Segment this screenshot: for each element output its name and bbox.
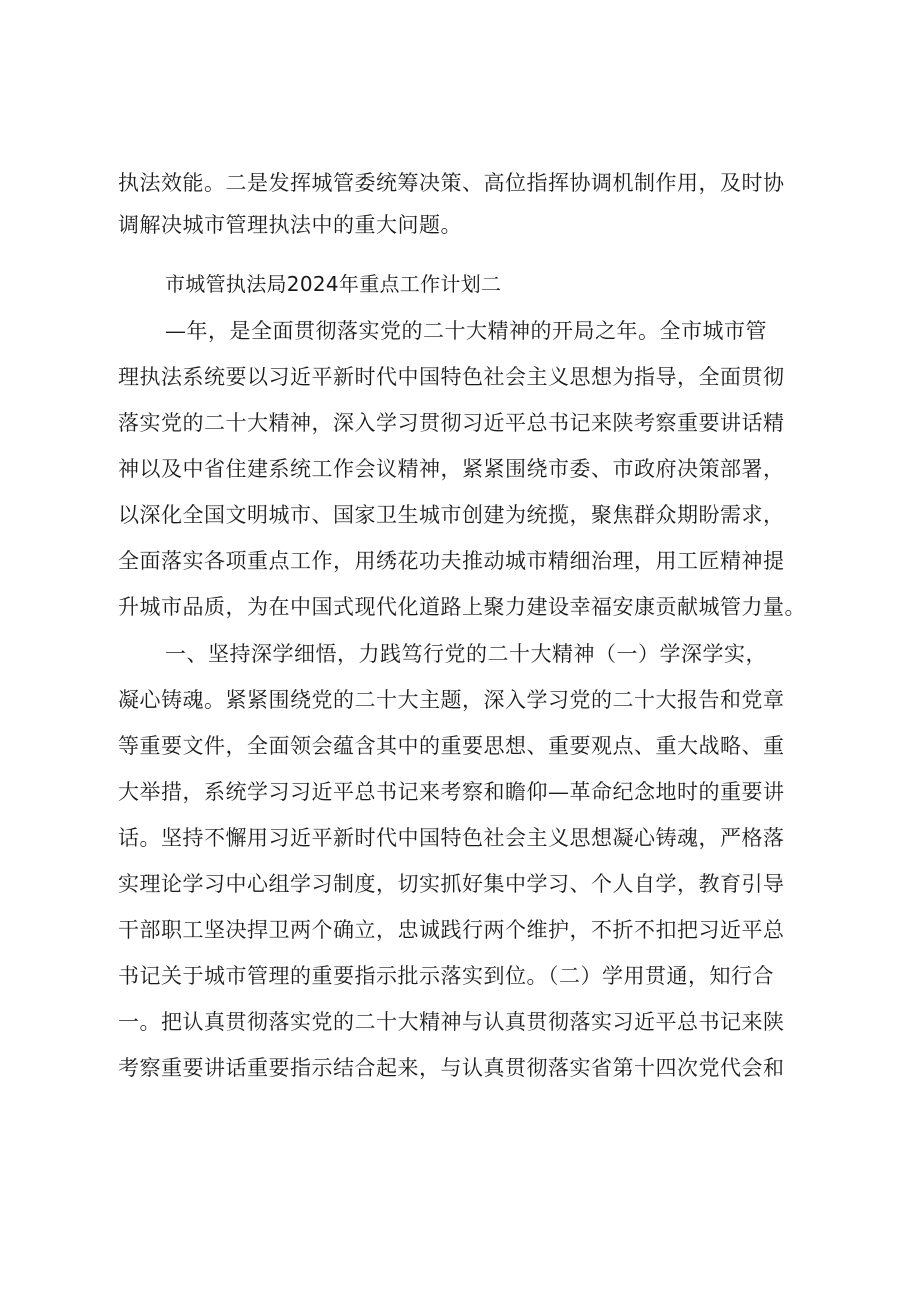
paragraph-line: 落实党的二十大精神，深入学习贯彻习近平总书记来陕考察重要讲话精 [118, 411, 785, 435]
paragraph-line: —年，是全面贯彻落实党的二十大精神的开局之年。全市城市管 [165, 319, 767, 343]
paragraph-line: 实理论学习中心组学习制度，切实抓好集中学习、个人自学，教育引导 [118, 872, 785, 896]
paragraph-line: 一、坚持深学细悟，力践笃行党的二十大精神（一）学深学实， [165, 642, 767, 666]
paragraph-line: 全面落实各项重点工作，用绣花功夫推动城市精细治理，用工匠精神提 [118, 549, 785, 573]
paragraph-line: 等重要文件，全面领会蕴含其中的重要思想、重要观点、重大战略、重 [118, 734, 785, 758]
paragraph-line: 书记关于城市管理的重要指示批示落实到位。（二）学用贯通，知行合 [118, 964, 774, 988]
paragraph-line: 升城市品质，为在中国式现代化道路上聚力建设幸福安康贡献城管力量。 [118, 595, 806, 619]
paragraph-line: 以深化全国文明城市、国家卫生城市创建为统揽，聚焦群众期盼需求， [118, 503, 785, 527]
paragraph-line: 理执法系统要以习近平新时代中国特色社会主义思想为指导，全面贯彻 [118, 365, 785, 389]
paragraph-line: 话。坚持不懈用习近平新时代中国特色社会主义思想凝心铸魂，严格落 [118, 826, 785, 850]
paragraph-line: 干部职工坚决捍卫两个确立，忠诚践行两个维护，不折不扣把习近平总 [118, 918, 785, 942]
paragraph-line: 大举措，系统学习习近平总书记来考察和瞻仰—革命纪念地时的重要讲 [118, 780, 785, 804]
section-title: 市城管执法局2024年重点工作计划二 [165, 272, 502, 296]
paragraph-line: 执法效能。二是发挥城管委统筹决策、高位指挥协调机制作用，及时协 [118, 171, 785, 195]
paragraph-line: 考察重要讲话重要指示结合起来，与认真贯彻落实省第十四次党代会和 [118, 1056, 785, 1080]
paragraph-line: 凝心铸魂。紧紧围绕党的二十大主题，深入学习党的二十大报告和党章 [118, 688, 785, 712]
paragraph-line: 调解决城市管理执法中的重大问题。 [118, 213, 462, 237]
paragraph-line: 一。把认真贯彻落实党的二十大精神与认真贯彻落实习近平总书记来陕 [118, 1010, 785, 1034]
paragraph-line: 神以及中省住建系统工作会议精神，紧紧围绕市委、市政府决策部署， [118, 457, 785, 481]
